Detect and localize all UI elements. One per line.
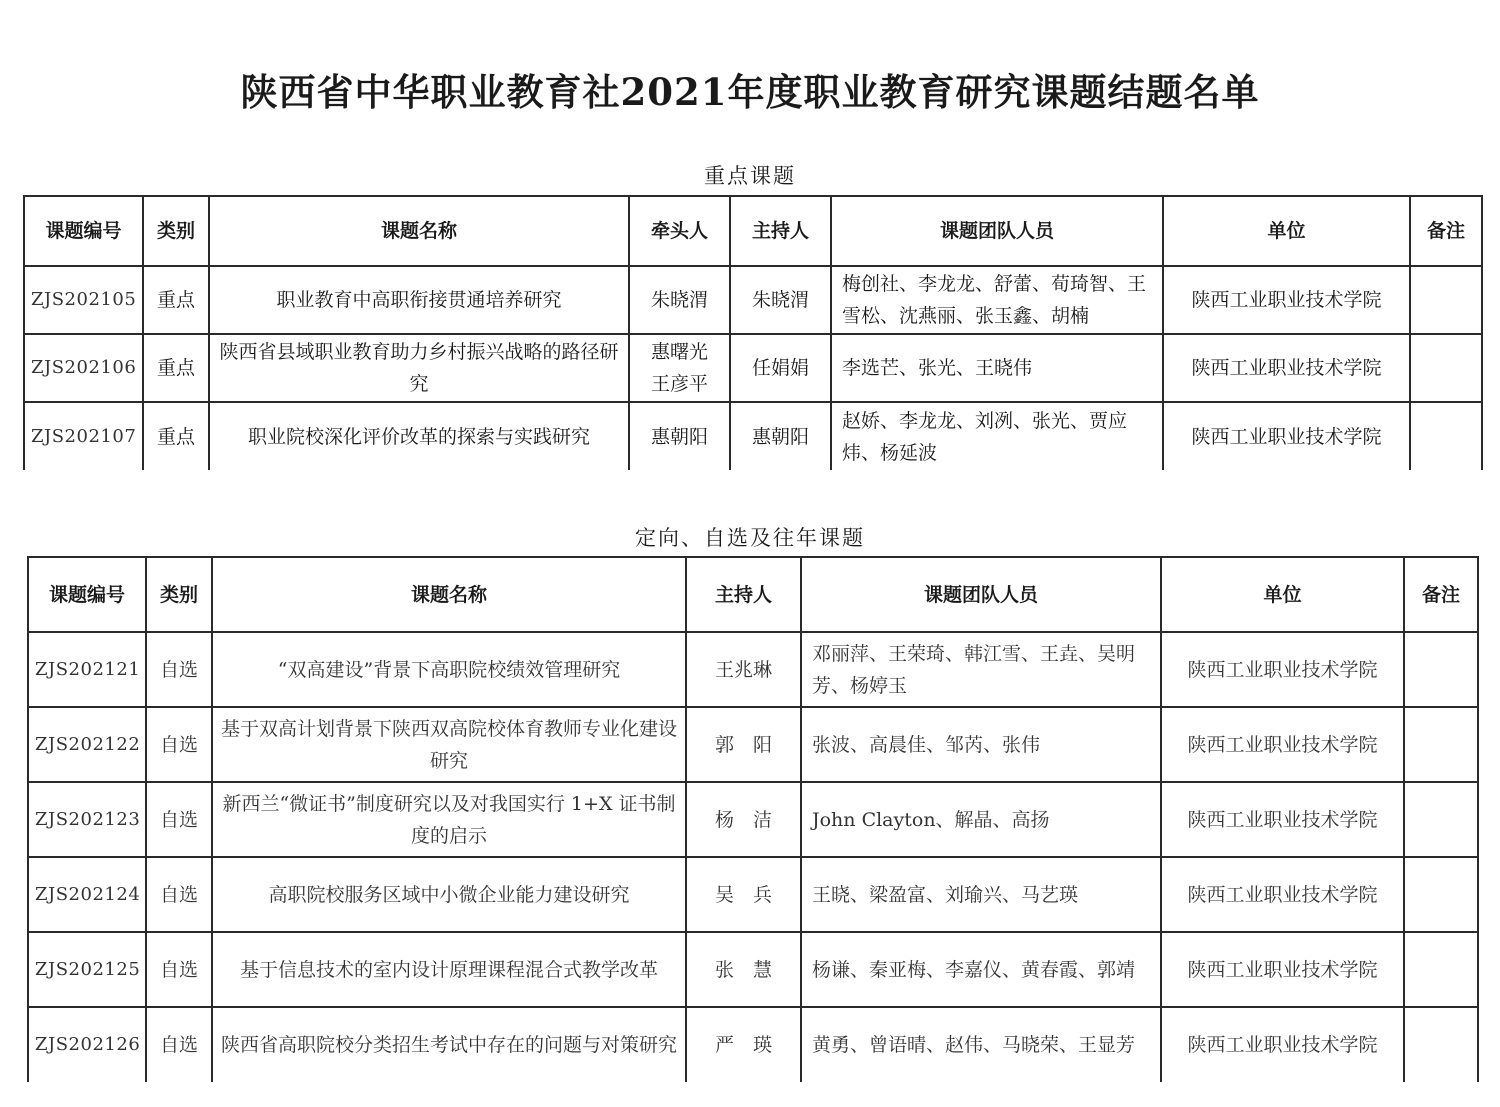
project-host: 任娟娟 — [730, 334, 831, 402]
project-category: 自选 — [146, 932, 212, 1007]
section1-heading: 重点课题 — [704, 164, 796, 188]
project-note — [1404, 632, 1478, 707]
project-unit: 陕西工业职业技术学院 — [1163, 334, 1410, 402]
project-category: 自选 — [146, 632, 212, 707]
project-unit: 陕西工业职业技术学院 — [1163, 402, 1410, 470]
project-team: 赵娇、李龙龙、刘冽、张光、贾应炜、杨延波 — [831, 402, 1163, 470]
key-projects-table — [23, 195, 1483, 470]
table-row — [24, 402, 1482, 470]
project-team: 梅创社、李龙龙、舒蕾、荀琦智、王雪松、沈燕丽、张玉鑫、胡楠 — [831, 266, 1163, 334]
project-unit: 陕西工业职业技术学院 — [1163, 266, 1410, 334]
project-host: 张 慧 — [686, 932, 801, 1007]
project-category: 自选 — [146, 782, 212, 857]
project-lead: 朱晓渭 — [629, 266, 730, 334]
project-team: 黄勇、曾语晴、赵伟、马晓荣、王显芳 — [801, 1007, 1161, 1082]
project-code: ZJS202124 — [28, 857, 146, 932]
project-team: 杨谦、秦亚梅、李嘉仪、黄春霞、郭靖 — [801, 932, 1161, 1007]
project-host: 惠朝阳 — [730, 402, 831, 470]
project-unit: 陕西工业职业技术学院 — [1161, 1007, 1404, 1082]
table-row — [24, 266, 1482, 334]
project-code: ZJS202123 — [28, 782, 146, 857]
project-code: ZJS202121 — [28, 632, 146, 707]
project-name: 职业院校深化评价改革的探索与实践研究 — [209, 402, 629, 470]
project-category: 重点 — [143, 266, 209, 334]
project-host: 杨 洁 — [686, 782, 801, 857]
project-host: 王兆琳 — [686, 632, 801, 707]
project-note — [1404, 782, 1478, 857]
project-code: ZJS202106 — [24, 334, 143, 402]
project-host: 郭 阳 — [686, 707, 801, 782]
project-category: 重点 — [143, 402, 209, 470]
project-category: 自选 — [146, 857, 212, 932]
project-category: 自选 — [146, 1007, 212, 1082]
project-name: 陕西省县域职业教育助力乡村振兴战略的路径研究 — [209, 334, 629, 402]
project-code: ZJS202125 — [28, 932, 146, 1007]
header-host: 主持人 — [686, 557, 801, 632]
project-code: ZJS202122 — [28, 707, 146, 782]
project-name: 陕西省高职院校分类招生考试中存在的问题与对策研究 — [212, 1007, 686, 1082]
project-unit: 陕西工业职业技术学院 — [1161, 782, 1404, 857]
project-unit: 陕西工业职业技术学院 — [1161, 857, 1404, 932]
selected-projects-table — [27, 556, 1479, 1082]
header-category: 类别 — [146, 557, 212, 632]
table-row — [28, 1007, 1478, 1082]
project-note — [1404, 707, 1478, 782]
project-name: 高职院校服务区域中小微企业能力建设研究 — [212, 857, 686, 932]
project-note — [1410, 266, 1482, 334]
project-lead: 惠朝阳 — [629, 402, 730, 470]
table-row — [28, 932, 1478, 1007]
project-note — [1404, 857, 1478, 932]
project-lead: 惠曙光 王彦平 — [629, 334, 730, 402]
project-host: 吴 兵 — [686, 857, 801, 932]
project-category: 重点 — [143, 334, 209, 402]
project-code: ZJS202107 — [24, 402, 143, 470]
project-name: “双高建设”背景下高职院校绩效管理研究 — [212, 632, 686, 707]
header-unit: 单位 — [1163, 196, 1410, 266]
project-name: 基于信息技术的室内设计原理课程混合式教学改革 — [212, 932, 686, 1007]
project-unit: 陕西工业职业技术学院 — [1161, 707, 1404, 782]
project-team: 张波、高晨佳、邹芮、张伟 — [801, 707, 1161, 782]
table-row — [28, 857, 1478, 932]
project-unit: 陕西工业职业技术学院 — [1161, 632, 1404, 707]
project-team: 邓丽萍、王荣琦、韩江雪、王垚、吴明芳、杨婷玉 — [801, 632, 1161, 707]
header-note: 备注 — [1404, 557, 1478, 632]
project-note — [1404, 932, 1478, 1007]
table-row — [28, 782, 1478, 857]
header-unit: 单位 — [1161, 557, 1404, 632]
table-row — [28, 707, 1478, 782]
header-team: 课题团队人员 — [801, 557, 1161, 632]
table-header-row — [28, 557, 1478, 632]
project-code: ZJS202126 — [28, 1007, 146, 1082]
project-note — [1404, 1007, 1478, 1082]
header-name: 课题名称 — [212, 557, 686, 632]
project-note — [1410, 334, 1482, 402]
table-row — [28, 632, 1478, 707]
project-name: 基于双高计划背景下陕西双高院校体育教师专业化建设研究 — [212, 707, 686, 782]
table-header-row — [24, 196, 1482, 266]
header-name: 课题名称 — [209, 196, 629, 266]
header-team: 课题团队人员 — [831, 196, 1163, 266]
header-code: 课题编号 — [24, 196, 143, 266]
project-team: 李选芒、张光、王晓伟 — [831, 334, 1163, 402]
project-host: 严 瑛 — [686, 1007, 801, 1082]
project-category: 自选 — [146, 707, 212, 782]
table-row — [24, 334, 1482, 402]
project-name: 职业教育中高职衔接贯通培养研究 — [209, 266, 629, 334]
header-note: 备注 — [1410, 196, 1482, 266]
project-code: ZJS202105 — [24, 266, 143, 334]
project-name: 新西兰“微证书”制度研究以及对我国实行 1+X 证书制度的启示 — [212, 782, 686, 857]
header-lead: 牵头人 — [629, 196, 730, 266]
header-category: 类别 — [143, 196, 209, 266]
document-title: 陕西省中华职业教育社2021年度职业教育研究课题结题名单 — [240, 70, 1260, 114]
section2-heading: 定向、自选及往年课题 — [635, 526, 865, 550]
header-code: 课题编号 — [28, 557, 146, 632]
project-note — [1410, 402, 1482, 470]
project-team: John Clayton、解晶、高扬 — [801, 782, 1161, 857]
header-host: 主持人 — [730, 196, 831, 266]
project-host: 朱晓渭 — [730, 266, 831, 334]
project-team: 王晓、梁盈富、刘瑜兴、马艺瑛 — [801, 857, 1161, 932]
project-unit: 陕西工业职业技术学院 — [1161, 932, 1404, 1007]
